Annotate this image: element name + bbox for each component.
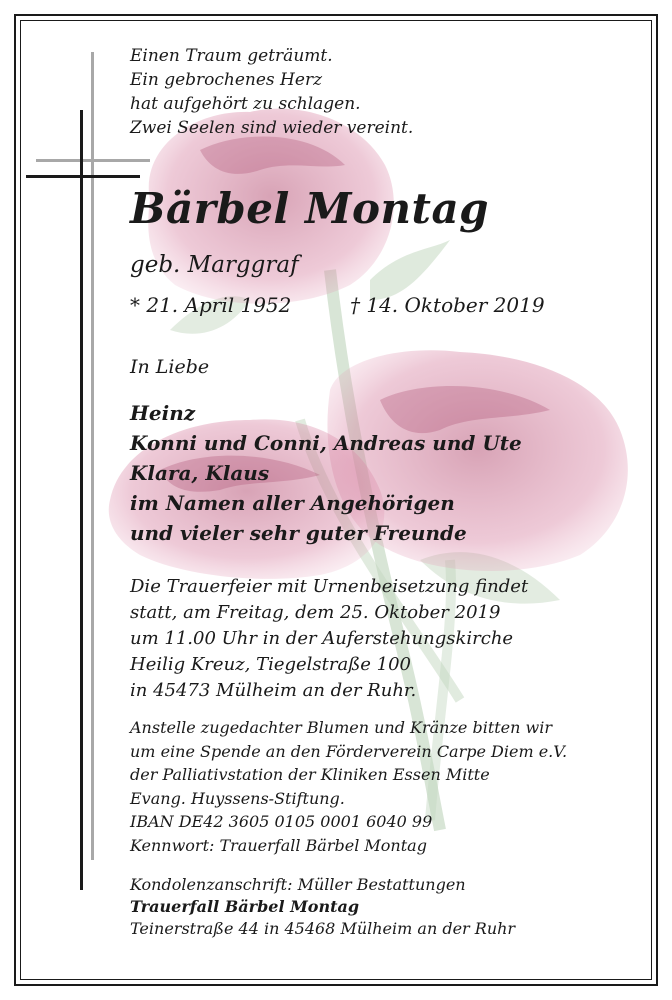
donation-line: der Palliativstation der Kliniken Essen Mitte xyxy=(130,765,490,784)
donation-line: Anstelle zugedachter Blumen und Kränze bitten wir xyxy=(130,718,552,737)
death-date: † 14. Oktober 2019 xyxy=(350,293,545,317)
mourner-line: im Namen aller Angehörigen xyxy=(130,491,455,515)
mourners-intro: In Liebe xyxy=(130,356,210,378)
condolence-address: Teinerstraße 44 in 45468 Mülheim an der Ruhr xyxy=(130,919,516,938)
mourners-list xyxy=(130,398,522,548)
condolence-label: Kondolenzanschrift: Müller Bestattungen xyxy=(130,875,466,894)
service-line: Die Trauerfeier mit Urnenbeisetzung findet xyxy=(130,576,529,597)
donation-keyword: Kennwort: Trauerfall Bärbel Montag xyxy=(130,835,427,855)
poem-line: hat aufgehört zu schlagen. xyxy=(130,94,361,114)
service-line: statt, am Freitag, dem 25. Oktober 2019 xyxy=(130,602,501,623)
mourner-line: Konni und Conni, Andreas und Ute xyxy=(130,431,522,455)
service-line: um 11.00 Uhr in der Auferstehungskirche xyxy=(130,628,514,649)
poem xyxy=(130,44,413,140)
cross-icon-vertical xyxy=(80,110,83,890)
deceased-name: Bärbel Montag xyxy=(130,184,490,233)
service-info xyxy=(130,574,528,704)
service-line: in 45473 Mülheim an der Ruhr. xyxy=(130,680,417,701)
service-line: Heilig Kreuz, Tiegelstraße 100 xyxy=(130,654,411,675)
donation-info xyxy=(130,716,567,857)
donation-line: Evang. Huyssens-Stiftung. xyxy=(130,788,345,808)
poem-line: Zwei Seelen sind wieder vereint. xyxy=(130,118,414,138)
birth-name: geb. Marggraf xyxy=(130,252,299,278)
cross-icon-shadow-vertical xyxy=(91,52,94,860)
cross-icon-shadow-horizontal xyxy=(36,159,150,162)
condolence-reference: Trauerfall Bärbel Montag xyxy=(130,897,360,916)
poem-line: Ein gebrochenes Herz xyxy=(130,70,323,90)
mourner-line: und vieler sehr guter Freunde xyxy=(130,521,467,545)
life-dates xyxy=(130,293,545,317)
mourner-line: Heinz xyxy=(130,401,196,425)
cross-icon-horizontal xyxy=(26,175,140,178)
birth-date: * 21. April 1952 xyxy=(130,293,292,317)
donation-iban: IBAN DE42 3605 0105 0001 6040 99 xyxy=(130,812,433,831)
donation-line: um eine Spende an den Förderverein Carpe Diem e.V. xyxy=(130,741,568,761)
mourner-line: Klara, Klaus xyxy=(130,461,270,485)
poem-line: Einen Traum geträumt. xyxy=(130,46,333,66)
